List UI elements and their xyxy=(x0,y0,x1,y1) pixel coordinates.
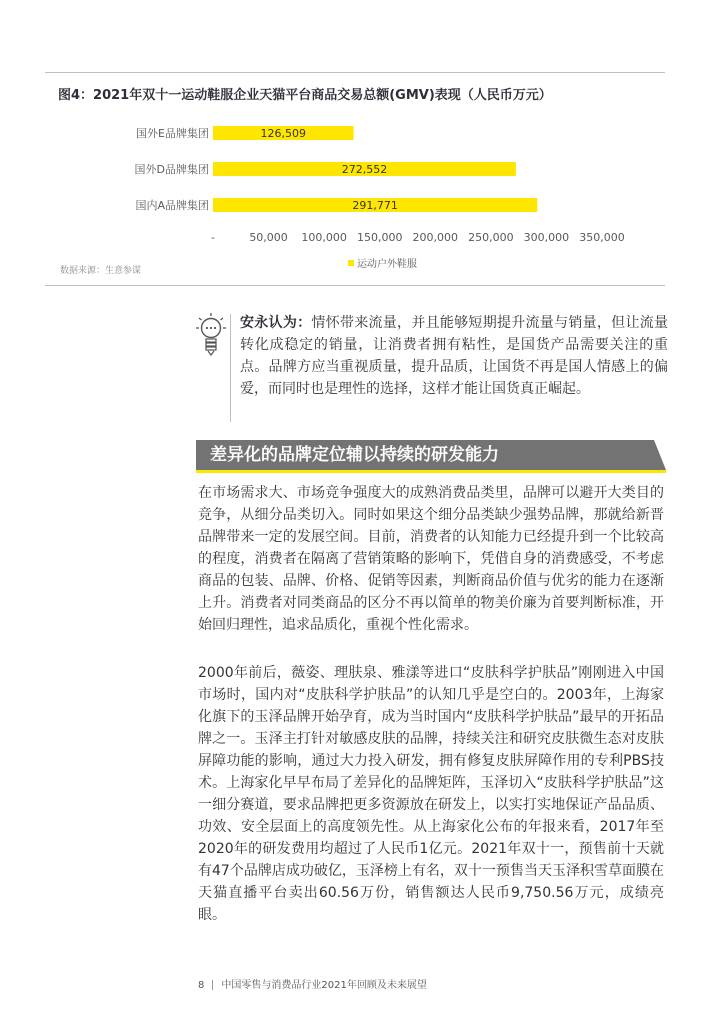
category-label: 国外E品牌集团 xyxy=(136,127,209,140)
data-label: 291,771 xyxy=(352,199,398,212)
data-label: 272,552 xyxy=(341,163,388,176)
x-tick-label: 200,000 xyxy=(412,231,459,244)
x-tick-label: 100,000 xyxy=(301,231,347,244)
figure-title: 图4：2021年双十一运动鞋服企业天猫平台商品交易总额(GMV)表现（人民币万元） xyxy=(58,88,552,103)
figure-source: 数据来源：生意参谋 xyxy=(60,266,142,276)
legend-swatch xyxy=(348,260,354,266)
x-tick-label: 150,000 xyxy=(356,231,403,244)
section-heading-accent xyxy=(654,440,666,470)
page-footer xyxy=(198,976,427,991)
callout-text xyxy=(240,312,668,400)
page-number: 8 xyxy=(198,980,205,991)
footer-separator xyxy=(212,980,213,990)
legend-label: 运动户外鞋服 xyxy=(357,259,417,270)
x-tick-label: 250,000 xyxy=(468,231,514,244)
category-label: 国内A品牌集团 xyxy=(135,199,209,212)
callout-divider xyxy=(230,314,231,422)
x-tick-label: - xyxy=(211,231,215,244)
callout-body: 情怀带来流量，并且能够短期提升流量与销量，但让流量转化成稳定的销量，让消费者拥有粘性，是国货产品需要关注的重点。品牌方应当重视质量，提升品质，让国货不再是国人情感上的偏爱，而同时也是理性的选择，这样才能让国货真正崛起。 xyxy=(240,315,669,397)
x-tick-label: 300,000 xyxy=(523,231,570,244)
bar-chart xyxy=(50,110,650,280)
x-tick-label: 50,000 xyxy=(249,231,288,244)
lightbulb-icon xyxy=(196,312,226,360)
callout-lead: 安永认为： xyxy=(240,315,312,331)
x-tick-label: 350,000 xyxy=(579,231,625,244)
body-paragraph-1: 在市场需求大、市场竞争强度大的成熟消费品类里，品牌可以避开大类目的竞争，从细分品类切入。同时如果这个细分品类缺少强势品牌，那就给新晋品牌带来一定的发展空间。目前，消费者的认知能力已经提升到一个比较高的程度，消费者在隔离了营销策略的影响下，凭借自身的消费感受，不考虑商品的包装、品牌、价格、促销等因素，判断商品价值与优劣的能力在逐渐上升。消费者对同类商品的区分不再以简单的物美价廉为首要判断标准，开始回归理性，追求品质化，重视个性化需求。 xyxy=(198,485,664,633)
section-heading-rule xyxy=(196,470,666,473)
category-label: 国外D品牌集团 xyxy=(134,163,209,176)
section-heading: 差异化的品牌定位辅以持续的研发能力 xyxy=(196,440,654,470)
footer-title: 中国零售与消费品行业2021年回顾及未来展望 xyxy=(221,980,427,991)
callout-box xyxy=(196,312,669,424)
body-paragraph-2: 2000年前后，薇姿、理肤泉、雅漾等进口“皮肤科学护肤品”刚刚进入中国市场时，国内对“皮肤科学护肤品”的认知几乎是空白的。2003年，上海家化旗下的玉泽品牌开始孕育，成为当时国内“皮肤科学护肤品”最早的开拓品牌之一。玉泽主打针对敏感皮肤的品牌，持续关注和研究皮肤微生态对皮肤屏障功能的影响，通过大力投入研发，拥有修复皮肤屏障作用的专利PBS技术。上海家化早早布局了差异化的品牌矩阵，玉泽切入“皮肤科学护肤品”这一细分赛道，要求品牌把更多资源放在研发上，以实打实地保证产品品质、功效、安全层面上的高度领先性。从上海家化公布的年报来看，2017年至2020年的研发费用均超过了人民币1亿元。2021年双十一，预售前十天就有47个品牌店成功破亿，玉泽榜上有名，双十一预售当天玉泽积雪草面膜在天猫直播平台卖出60.56万份，销售额达人民币9,750.56万元，成绩亮眼。 xyxy=(198,665,664,923)
data-label: 126,509 xyxy=(260,127,307,140)
